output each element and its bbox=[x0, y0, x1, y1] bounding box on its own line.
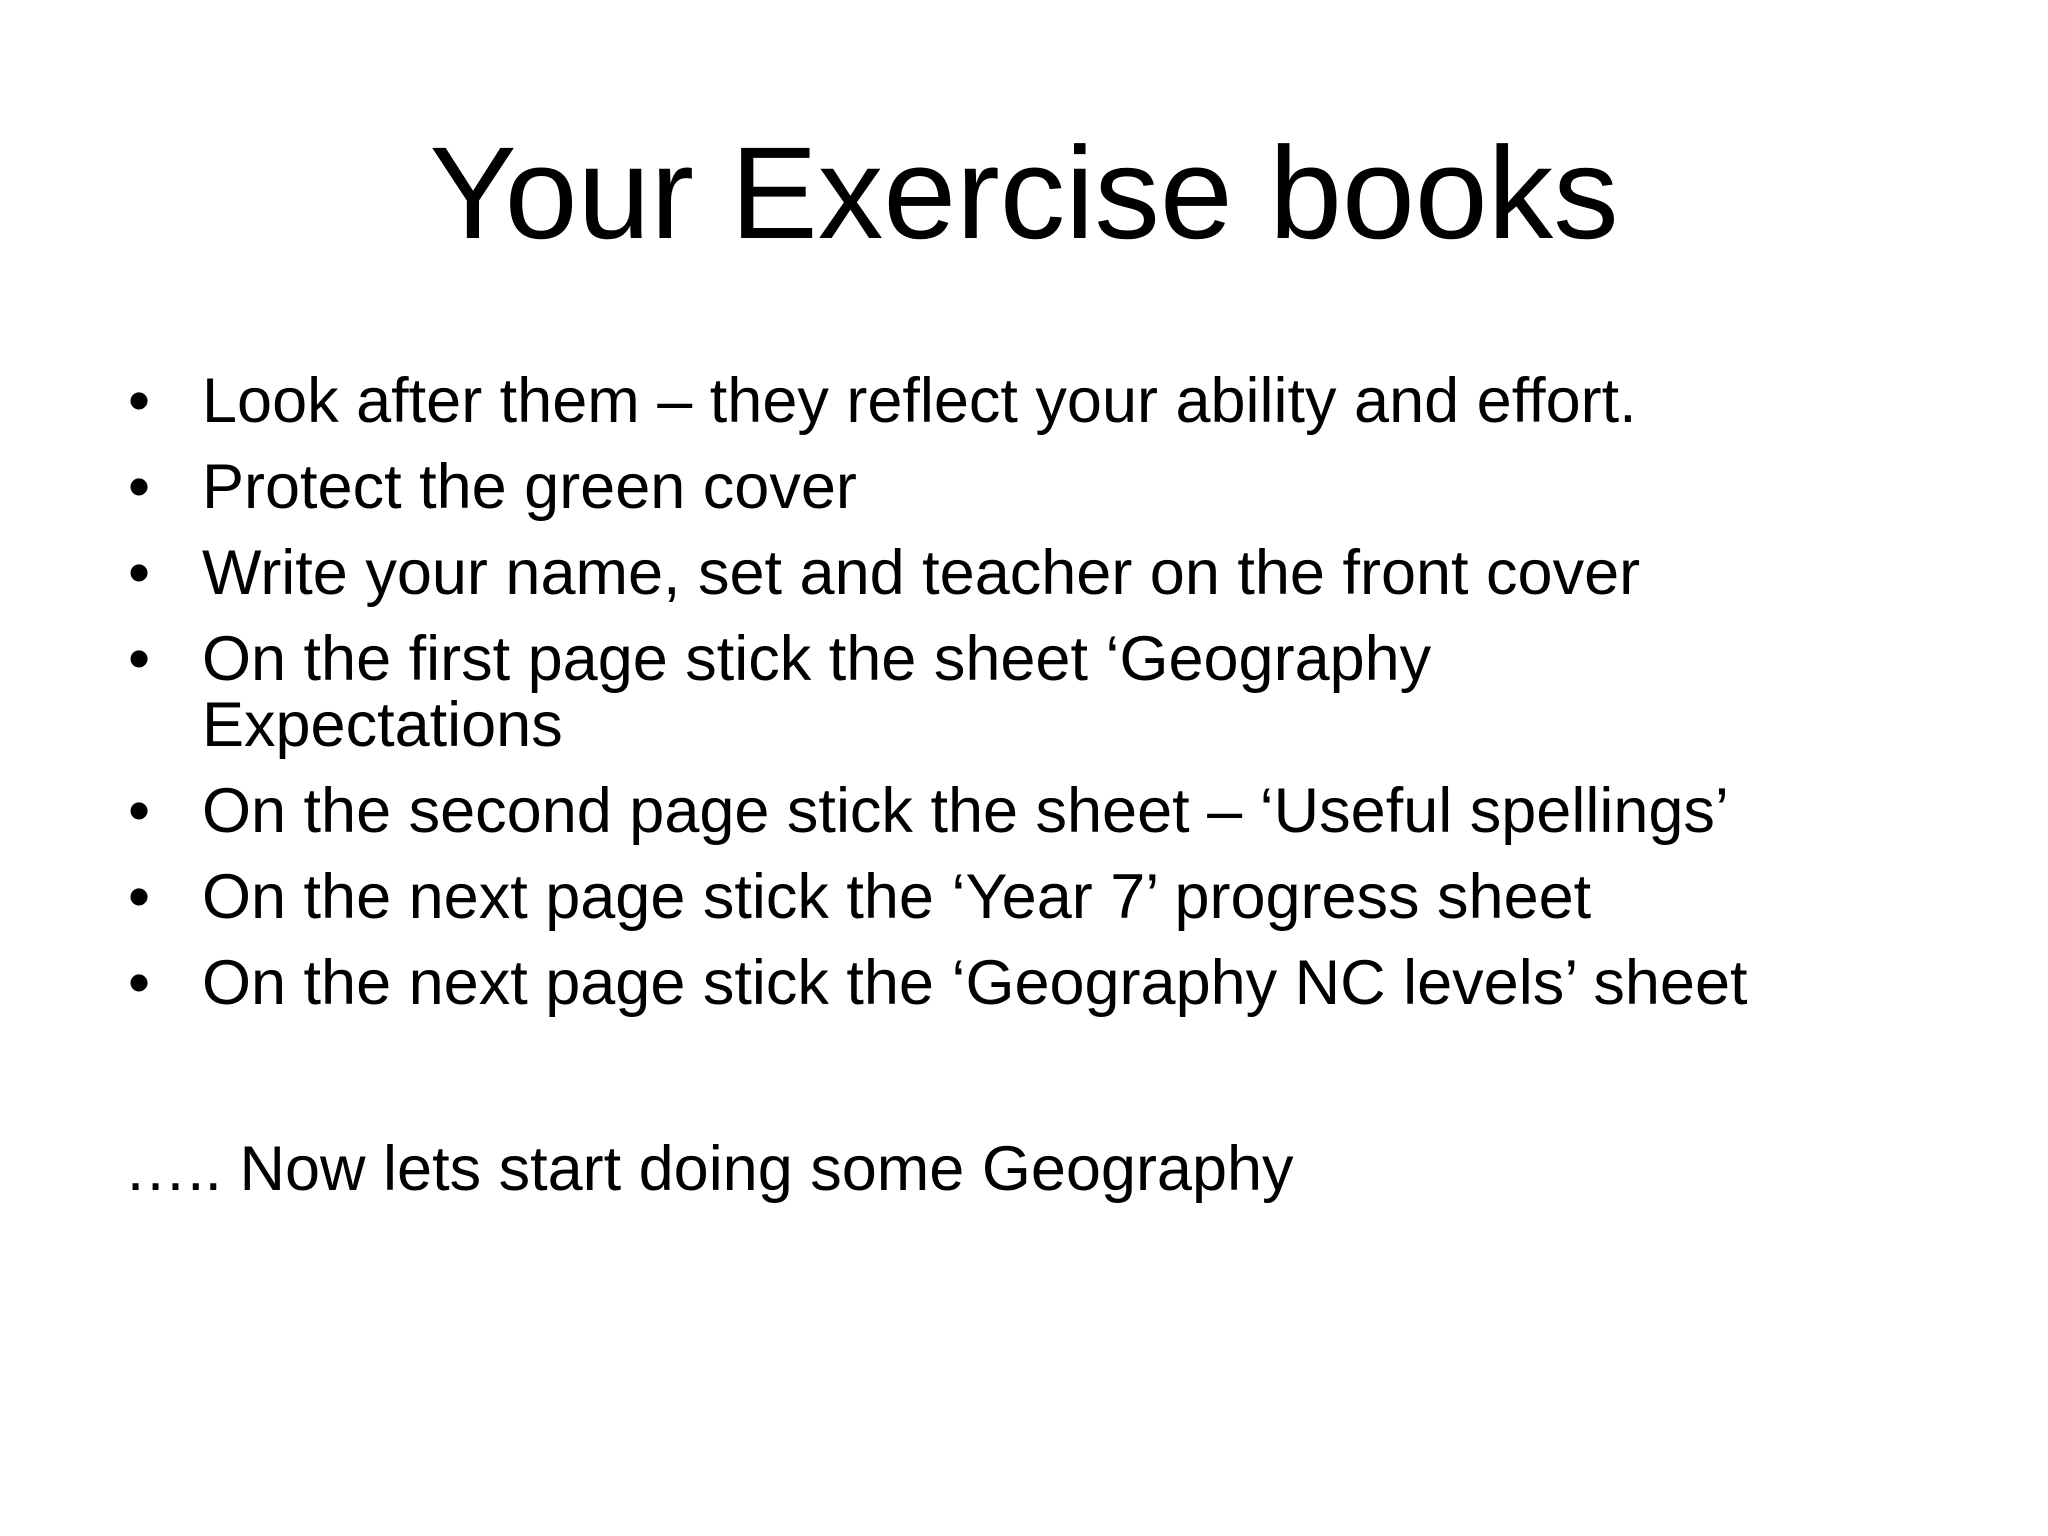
bullet-icon: • bbox=[128, 452, 151, 522]
bullet-item-year7-sheet bbox=[124, 864, 1984, 930]
bullet-icon: • bbox=[128, 624, 151, 694]
bullet-item-second-page bbox=[124, 778, 1984, 844]
bullet-text: On the second page stick the sheet – ‘Useful spellings’ bbox=[202, 776, 1729, 846]
bullet-text: Write your name, set and teacher on the front cover bbox=[202, 538, 1641, 608]
bullet-item-write-name bbox=[124, 540, 1984, 606]
bullet-icon: • bbox=[128, 862, 151, 932]
bullet-text: Protect the green cover bbox=[202, 452, 857, 522]
bullet-text: On the next page stick the ‘Year 7’ progress sheet bbox=[202, 862, 1592, 932]
bullet-icon: • bbox=[128, 538, 151, 608]
bullet-text: Look after them – they reflect your ability and effort. bbox=[202, 366, 1637, 436]
bullet-text: On the first page stick the sheet ‘Geography Expectations bbox=[202, 624, 1432, 760]
bullet-item-first-page bbox=[124, 626, 1682, 758]
closing-line: ….. Now lets start doing some Geography bbox=[124, 1134, 1294, 1204]
bullet-item-look-after bbox=[124, 368, 1984, 434]
bullet-text: On the next page stick the ‘Geography NC levels’ sheet bbox=[202, 948, 1748, 1018]
bullet-icon: • bbox=[128, 948, 151, 1018]
bullet-item-protect-cover bbox=[124, 454, 1984, 520]
bullet-list bbox=[124, 368, 1984, 1036]
slide-title: Your Exercise books bbox=[429, 119, 1619, 266]
bullet-icon: • bbox=[128, 776, 151, 846]
bullet-icon: • bbox=[128, 366, 151, 436]
bullet-item-nc-levels bbox=[124, 950, 1984, 1016]
